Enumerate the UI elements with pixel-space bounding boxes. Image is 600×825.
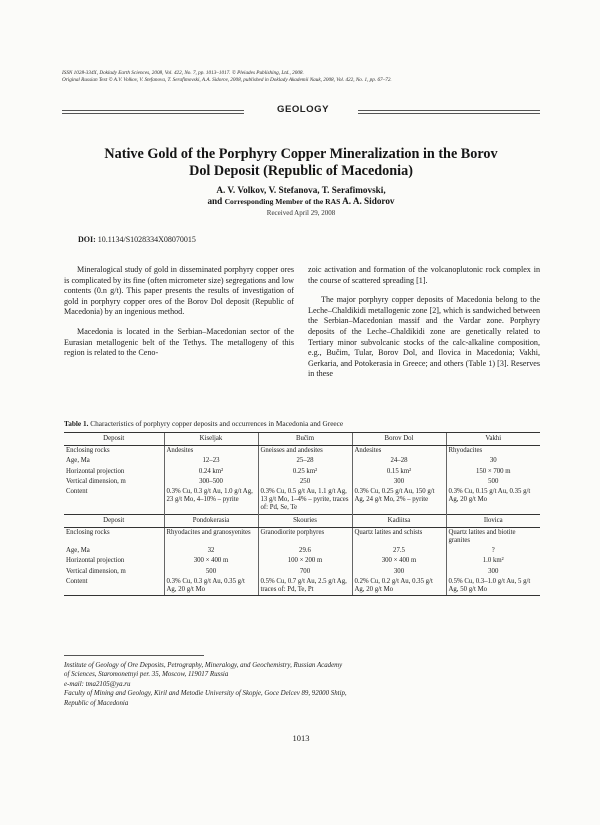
- table-row: [64, 567, 540, 577]
- doi: [78, 235, 196, 244]
- table-cell: Andesites: [164, 446, 258, 457]
- table-cell: Gneisses and andesites: [258, 446, 352, 457]
- table-header-cell: Deposit: [64, 514, 164, 527]
- table-cell: 150 × 700 m: [446, 467, 540, 477]
- table-cell: 500: [446, 477, 540, 487]
- table-cell: Andesites: [352, 446, 446, 457]
- table-caption: [64, 419, 540, 428]
- table-row-label: Horizontal projection: [66, 557, 125, 565]
- table-cell: Quartz latites and biotite granites: [446, 527, 540, 546]
- table-cell: 300–500: [164, 477, 258, 487]
- section-heading-bar: [62, 106, 540, 118]
- body-paragraph: Mineralogical study of gold in disseminated porphyry copper ores is complicated by its fine (often micrometer size) segregations and low contents (0.n g/t). This paper presents the results of investigation of gold in porphyry copper ores of the Borov Dol deposit (Republic of Macedonia) by an ingenious method.: [64, 265, 294, 317]
- table-cell: ?: [446, 546, 540, 556]
- table-header-cell: Kiseljak: [164, 433, 258, 446]
- table-row: [64, 456, 540, 466]
- original-text-line: Original Russian Text © A.V. Volkov, V. Stefanova, T. Serafimovski, A.A. Sidorov, 2008, published in Doklady Akademii Nauk, 2008, Vol. 422, No. 1, pp. 67–72.: [62, 76, 392, 83]
- article-title: [62, 146, 540, 180]
- affiliation-1-line-1: Institute of Geology of Ore Deposits, Petrography, Mineralogy, and Geochemistry, Russian Academy: [64, 662, 343, 669]
- table-cell: Rhyodacites and granosyenites: [164, 527, 258, 546]
- table-header-cell: Deposit: [64, 433, 164, 446]
- table-cell: 100 × 200 m: [258, 556, 352, 566]
- article-title-line-2: Dol Deposit (Republic of Macedonia): [189, 163, 413, 179]
- table-row-label: Content: [66, 488, 88, 496]
- table-header-row: [64, 514, 540, 527]
- table-cell: 0.2% Cu, 0.2 g/t Au, 0.35 g/t Ag, 20 g/t Mo: [352, 577, 446, 596]
- table-cell: 700: [258, 567, 352, 577]
- table-cell: 24–28: [352, 456, 446, 466]
- table-cell: 300 × 400 m: [352, 556, 446, 566]
- table-row-label: Enclosing rocks: [66, 528, 110, 536]
- table-cell: 250: [258, 477, 352, 487]
- footnotes: [64, 661, 544, 708]
- doi-label: DOI:: [78, 235, 96, 244]
- table-cell: 0.3% Cu, 0.25 g/t Au, 150 g/t Ag, 24 g/t Mo, 2% – pyrite: [352, 487, 446, 514]
- affiliation-1-line-2: of Sciences, Staromonetnyi per. 35, Moscow, 119017 Russia: [64, 671, 229, 679]
- table-cell: 0.3% Cu, 0.3 g/t Au, 0.35 g/t Ag, 20 g/t Mo: [164, 577, 258, 596]
- table-caption-text: Characteristics of porphyry copper deposits and occurrences in Macedonia and Greece: [90, 419, 344, 428]
- table-cell: 1.0 km²: [446, 556, 540, 566]
- journal-header: [62, 70, 542, 83]
- table-cell: 0.24 km²: [164, 467, 258, 477]
- footnote-divider: [64, 655, 204, 656]
- table-header-cell: Kadiitsa: [352, 514, 446, 527]
- body-column-left: [64, 265, 294, 359]
- table-row-label: Vertical dimension, m: [66, 567, 126, 575]
- body-column-right: [308, 265, 540, 380]
- table-row: [64, 467, 540, 477]
- table-row: [64, 577, 540, 596]
- table-header-cell: Borov Dol: [352, 433, 446, 446]
- table-header-cell: Vakhi: [446, 433, 540, 446]
- body-paragraph: Macedonia is located in the Serbian–Macedonian sector of the Eurasian metallogenic belt of the Tethys. The metallogeny of this region is related to the Ceno-: [64, 326, 294, 358]
- table-header-cell: Bučim: [258, 433, 352, 446]
- table-cell: 300: [446, 567, 540, 577]
- table-cell: 29.6: [258, 546, 352, 556]
- table-cell: Rhyodacites: [446, 446, 540, 457]
- table-row-label: Enclosing rocks: [66, 447, 110, 455]
- table-cell: 500: [164, 567, 258, 577]
- table-cell: Quartz latites and schists: [352, 527, 446, 546]
- table-cell: 300: [352, 477, 446, 487]
- table-cell: 12–23: [164, 456, 258, 466]
- page-number: 1013: [292, 733, 310, 743]
- section-rule-right: [358, 110, 540, 114]
- table-cell: 0.15 km²: [352, 467, 446, 477]
- table-cell: 300 × 400 m: [164, 556, 258, 566]
- table-cell: 27.5: [352, 546, 446, 556]
- affiliation-2-line-2: Republic of Macedonia: [64, 699, 129, 707]
- body-paragraph: zoic activation and formation of the volcanoplutonic rock complex in the course of scattered spreading [1].: [308, 265, 540, 285]
- journal-citation-line: ISSN 1028-334X, Doklady Earth Sciences, 2008, Vol. 422, No. 7, pp. 1013–1017. © Pleiades Publishing, Ltd., 2008.: [62, 70, 304, 76]
- table-row: [64, 487, 540, 514]
- table-row: [64, 546, 540, 556]
- table-cell: 0.25 km²: [258, 467, 352, 477]
- table-cell: Granodiorite porphyres: [258, 527, 352, 546]
- author-list-continued: [62, 196, 540, 207]
- table-header-cell: Ilovica: [446, 514, 540, 527]
- table-row: [64, 446, 540, 457]
- author-name-last: A. A. Sidorov: [342, 196, 395, 206]
- table-row-label: Horizontal projection: [66, 467, 125, 475]
- section-label: GEOLOGY: [276, 104, 329, 115]
- table-cell: 0.5% Cu, 0.7 g/t Au, 2.5 g/t Ag, traces of: Pd, Te, Pt: [258, 577, 352, 596]
- body-paragraph: The major porphyry copper deposits of Macedonia belong to the Leche–Chaldikidi metallogenic zone [2], which is sandwiched between the Serbian–Macedonian massif and the Vardar zone. Porphyry deposits of the Leche–Chaldikidi zone are genetically related to Tertiary minor subvolcanic stocks of the calc-alkaline composition, e.g., Bučim, Tular, Borov Dol, and Ilovica in Macedonia; Vakhi, Gerkaria, and Potokerasia in Greece; and others (Table 1) [3]. Reserves in these: [308, 295, 540, 379]
- section-rule-left: [62, 110, 244, 114]
- table-cell: 0.3% Cu, 0.15 g/t Au, 0.35 g/t Ag, 20 g/t Mo: [446, 487, 540, 514]
- received-date: Received April 29, 2008: [266, 209, 336, 217]
- table-row-label: Vertical dimension, m: [66, 477, 126, 485]
- contact-email[interactable]: e-mail: tma2105@ya.ru: [64, 680, 131, 688]
- table-row: [64, 477, 540, 487]
- table-row-label: Age, Ma: [66, 457, 90, 465]
- table-row: [64, 527, 540, 546]
- author-and: and: [207, 196, 223, 206]
- table-cell: 300: [352, 567, 446, 577]
- doi-value[interactable]: 10.1134/S1028334X08070015: [97, 235, 196, 244]
- author-role: Corresponding Member of the RAS: [224, 197, 341, 206]
- table-header-row: [64, 433, 540, 446]
- table-cell: 30: [446, 456, 540, 466]
- table-row-label: Age, Ma: [66, 547, 90, 555]
- deposits-table: [64, 432, 540, 596]
- table-caption-label: Table 1.: [64, 419, 89, 428]
- table-cell: 32: [164, 546, 258, 556]
- article-title-line-1: Native Gold of the Porphyry Copper Mineralization in the Borov: [104, 146, 498, 162]
- table-header-cell: Skouries: [258, 514, 352, 527]
- table-row-label: Content: [64, 577, 164, 596]
- table-header-cell: Pondokerasia: [164, 514, 258, 527]
- table-row: [64, 556, 540, 566]
- table-cell: 25–28: [258, 456, 352, 466]
- table-cell: 0.3% Cu, 0.3 g/t Au, 1.0 g/t Ag, 23 g/t Mo, 4–10% – pyrite: [164, 487, 258, 514]
- author-list: A. V. Volkov, V. Stefanova, T. Serafimovski,: [216, 185, 386, 195]
- affiliation-2-line-1: Faculty of Mining and Geology, Kiril and Metodie University of Skopje, Goce Delcev 89, 92000 Shtip,: [64, 690, 347, 698]
- table-cell: 0.3% Cu, 0.5 g/t Au, 1.1 g/t Ag, 13 g/t Mo, 1–4% – pyrite, traces of: Pd, Se, Te: [258, 487, 352, 514]
- table-cell: 0.5% Cu, 0.3–1.0 g/t Au, 5 g/t Ag, 50 g/t Mo: [446, 577, 540, 596]
